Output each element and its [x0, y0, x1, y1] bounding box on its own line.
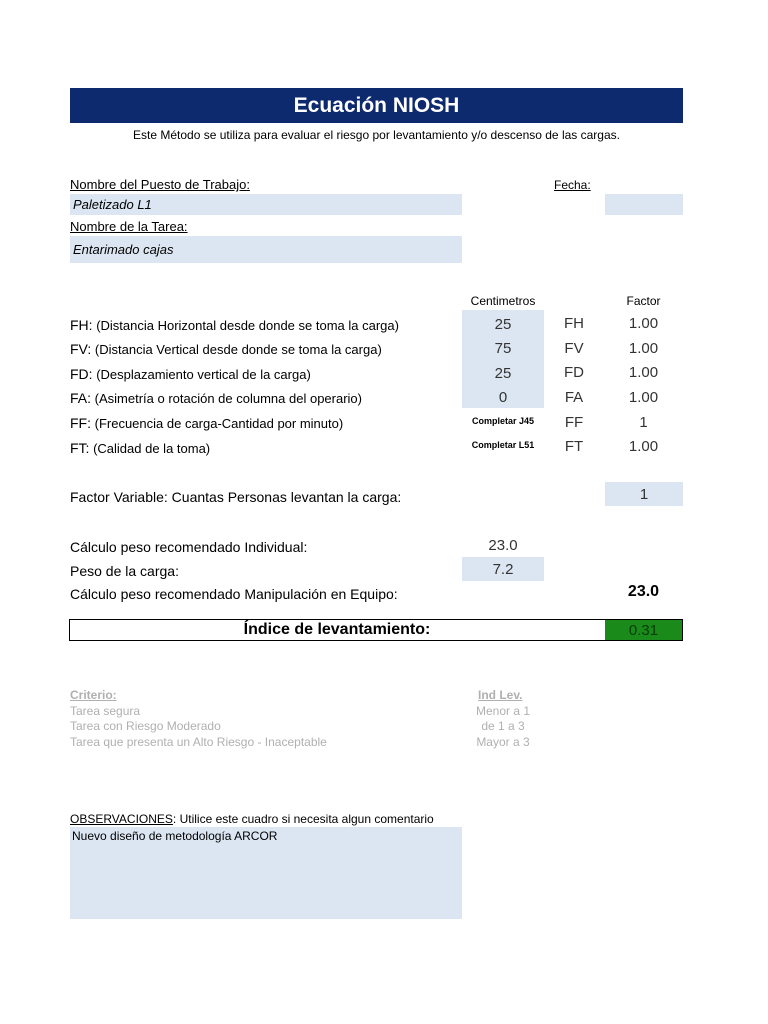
fecha-label: Fecha: [554, 178, 591, 192]
factor-code-label: FT: [70, 440, 90, 456]
factor-code-label: FH: [70, 317, 93, 333]
puesto-label: Nombre del Puesto de Trabajo: [70, 177, 250, 192]
factor-code: FH [564, 315, 584, 332]
factor-desc: (Asimetría o rotación de columna del operario) [94, 391, 362, 406]
observaciones-textarea[interactable]: Nuevo diseño de metodología ARCOR [70, 827, 462, 919]
individual-value: 23.0 [488, 537, 518, 554]
observaciones-label: OBSERVACIONES [70, 812, 173, 826]
factor-code: FD [564, 364, 584, 381]
factor-code-label: FV: [70, 341, 92, 357]
criteria-header-ind: Ind Lev. [478, 688, 523, 702]
criteria-desc: Tarea que presenta un Alto Riesgo - Inaceptable [70, 735, 327, 749]
puesto-field[interactable]: Paletizado L1 [70, 194, 462, 215]
equipo-label: Cálculo peso recomendado Manipulación en Equipo: [70, 586, 398, 602]
criteria-range: Menor a 1 [475, 704, 531, 718]
index-label: Índice de levantamiento: [243, 621, 431, 638]
factor-desc: (Desplazamiento vertical de la carga) [96, 367, 311, 382]
factor-code: FV [564, 340, 584, 357]
peso-input[interactable]: 7.2 [462, 557, 544, 581]
cm-note: Completar L51 [471, 440, 535, 450]
factor-value: 1.00 [628, 389, 659, 406]
cm-input[interactable]: 75 [494, 339, 512, 357]
factor-value: 1.00 [628, 315, 659, 332]
factor-value: 1.00 [628, 438, 659, 455]
tarea-label [70, 219, 188, 234]
factor-row-label [70, 390, 362, 406]
factor-value: 1.00 [628, 340, 659, 357]
variable-label: Factor Variable: Cuantas Personas levantan la carga: [70, 489, 402, 505]
col-centimetros: Centimetros [470, 294, 536, 308]
tarea-field[interactable]: Entarimado cajas [70, 236, 462, 263]
factor-desc: (Calidad de la toma) [93, 441, 211, 456]
observaciones-heading [70, 812, 434, 826]
factor-code: FA [564, 389, 584, 406]
factor-desc: (Frecuencia de carga-Cantidad por minuto) [94, 416, 344, 431]
individual-label: Cálculo peso recomendado Individual: [70, 539, 308, 555]
factor-code: FT [564, 438, 584, 455]
cm-input[interactable]: 25 [494, 315, 512, 333]
factor-row-label [70, 366, 311, 382]
page-subtitle: Este Método se utiliza para evaluar el riesgo por levantamiento y/o descenso de las cargas. [133, 128, 620, 142]
criteria-desc: Tarea segura [70, 704, 141, 718]
factor-row-label [70, 317, 399, 333]
cm-input[interactable]: 0 [498, 388, 508, 406]
factor-value: 1 [639, 414, 648, 431]
criteria-range: de 1 a 3 [481, 719, 525, 733]
observaciones-hint: : Utilice este cuadro si necesita algun comentario [172, 812, 434, 826]
fecha-field[interactable] [605, 194, 683, 215]
factor-row-label [70, 440, 210, 456]
factor-value: 1.00 [628, 364, 659, 381]
cm-note: Completar J45 [471, 416, 535, 426]
factor-code-label: FF: [70, 415, 91, 431]
criteria-desc: Tarea con Riesgo Moderado [70, 719, 221, 733]
tarea-label-text: Nombre de la Tarea: [70, 219, 188, 234]
factor-code: FF [564, 414, 584, 431]
factor-code-label: FD: [70, 366, 93, 382]
factor-code-label: FA: [70, 390, 92, 406]
peso-label: Peso de la carga: [70, 563, 179, 579]
page-title: Ecuación NIOSH [70, 88, 683, 123]
criteria-header: Criterio: [70, 688, 117, 702]
col-factor: Factor [626, 294, 661, 308]
factor-row-label [70, 415, 343, 431]
factor-row-label [70, 341, 382, 357]
equipo-value: 23.0 [627, 583, 660, 600]
personas-input[interactable]: 1 [605, 482, 683, 506]
index-value: 0.31 [605, 620, 682, 640]
factor-desc: (Distancia Vertical desde donde se toma la carga) [94, 342, 382, 357]
cm-input[interactable]: 25 [494, 364, 512, 382]
criteria-range: Mayor a 3 [476, 735, 530, 749]
factor-desc: (Distancia Horizontal desde donde se toma la carga) [96, 318, 399, 333]
